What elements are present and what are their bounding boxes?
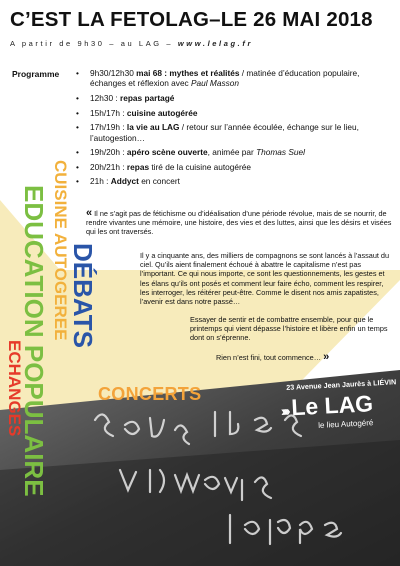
website-link[interactable]: www.lelag.fr [177, 39, 253, 48]
quote-paragraph-2: Il y a cinquante ans, des milliers de compagnons se sont lancés à l’assaut du ciel. Qu’ils aient finalement échoué à abattre le capitalisme n’est pas l’important. Ce qui nous importe, ce sont les questionnements, les gestes et les élans qu’ils ont posés et comment leur faire écho, comment les respirer, les interroger, les réitérer peut-être. Comme le disent nos amis zapatistes, l’avenir est dans notre passé… [140, 251, 390, 307]
program-label: Programme [12, 69, 60, 79]
theme-cuisine-autogeree: CUISINE AUTOGEREE [51, 160, 70, 341]
program-item-4: • 19h/20h : apéro scène ouverte, animée par Thomas Suel [76, 147, 394, 157]
program-item-2: • 15h/17h : cuisine autogérée [76, 108, 394, 118]
chevrons-icon: ›››› [280, 402, 288, 419]
theme-concerts: CONCERTS [98, 384, 202, 404]
program-item-5: • 20h/21h : repas tiré de la cuisine autogérée [76, 162, 394, 172]
subtitle-time: A partir de 9h30 – au LAG – [10, 39, 174, 48]
program-list [76, 68, 394, 191]
lag-tagline: le lieu Autogéré [318, 418, 374, 430]
event-subtitle [10, 39, 390, 48]
quote-paragraph-1: « Il ne s’agit pas de fétichisme ou d’idéalisation d’une période révolue, mais de se nourrir, de rendre vivantes une mémoire, une histoire, des vies et des luttes, ainsi que les désirs et visées qui les ont traversés. [86, 207, 392, 237]
page-title: C’EST LA FETOLAG–LE 26 MAI 2018 [10, 8, 373, 31]
program-item-3: • 17h/19h : la vie au LAG / retour sur l’année écoulée, échange sur le lieu, l’autogestion… [76, 122, 394, 143]
theme-education-populaire: EDUCATION POPULAIRE [19, 185, 49, 497]
program-item-0: • 9h30/12h30 mai 68 : mythes et réalités / matinée d’éducation populaire, échanges et réflexion avec Paul Masson [76, 68, 394, 89]
lag-address: 23 Avenue Jean Jaurès à LIÉVIN [286, 377, 397, 392]
quote-closing: Rien n’est fini, tout commence… » [216, 351, 330, 363]
program-item-6: • 21h : Addyct en concert [76, 176, 394, 186]
theme-debats: DÉBATS [68, 243, 98, 348]
quote-paragraph-3: Essayer de sentir et de combattre ensemble, pour que le printemps qui vient dépasse l’histoire et libère enfin un temps dont on s’éprenne. [190, 315, 388, 343]
open-quote-icon: « [86, 207, 93, 219]
theme-echanges: ECHANGES [5, 340, 24, 437]
program-item-1: • 12h30 : repas partagé [76, 93, 394, 103]
lag-name: Le LAG [290, 390, 374, 421]
lag-logo [280, 390, 374, 422]
close-quote-icon: » [323, 351, 330, 363]
